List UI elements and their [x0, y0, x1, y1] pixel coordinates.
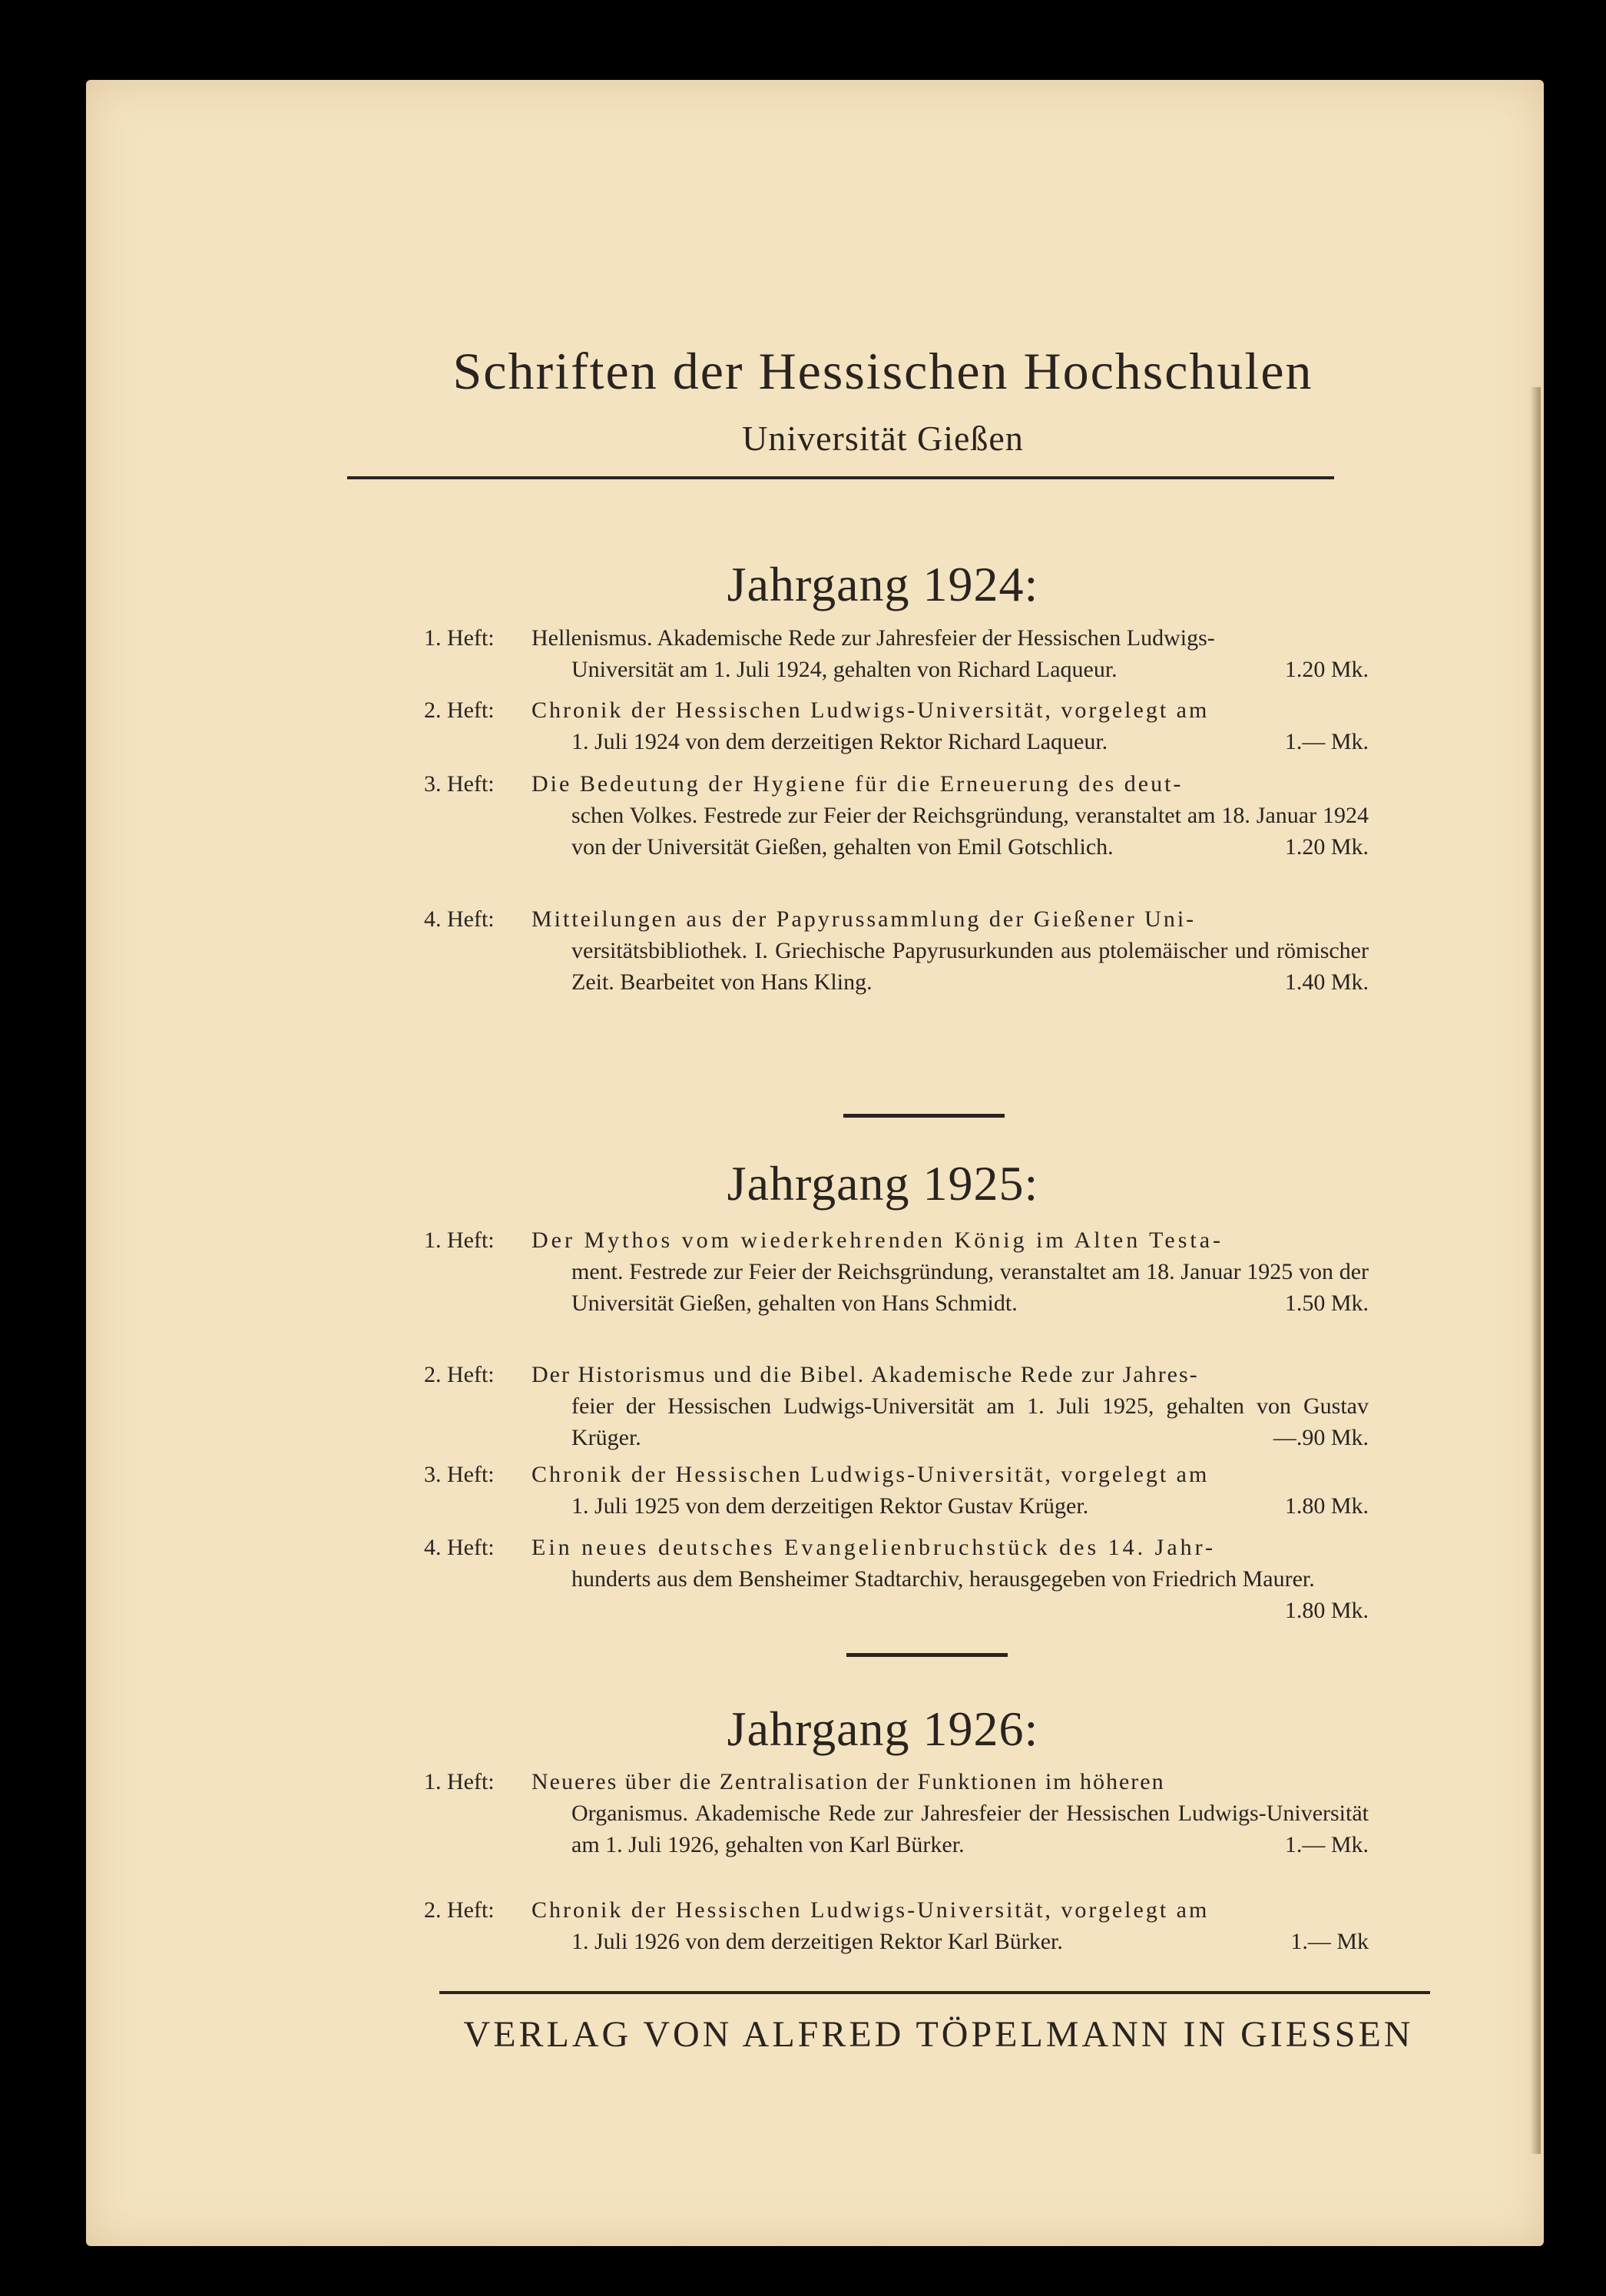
entry-number: 1. Heft:: [424, 1228, 495, 1253]
entry-1924-1: [424, 622, 1369, 685]
entry-text: feier der Hessischen Ludwigs-Universität am 1. Juli 1925, gehalten von Gustav Krüger.: [571, 1393, 1369, 1450]
header-rule: [347, 476, 1334, 479]
entry-text: Organismus. Akademische Rede zur Jahresfeier der Hessischen Ludwigs-Universität am 1. Juli 1926, gehalten von Karl Bürker.: [571, 1801, 1369, 1857]
entry-text: ment. Festrede zur Feier der Reichsgründung, veranstaltet am 18. Januar 1925 von der Universität Gießen, gehalten von Hans Schmidt.: [571, 1259, 1369, 1316]
year-heading-1926: Jahrgang 1926:: [727, 1701, 1039, 1756]
year-heading-1924: Jahrgang 1924:: [727, 557, 1039, 611]
footer-rule: [439, 1991, 1430, 1994]
entry-1925-1: [424, 1224, 1369, 1319]
entry-price: 1.20 Mk.: [1284, 834, 1369, 860]
entry-price: —.90 Mk.: [1273, 1425, 1369, 1450]
document-page: [86, 80, 1544, 2246]
entry-number: 2. Heft:: [424, 1897, 495, 1923]
university-subtitle: Universität Gießen: [742, 419, 1024, 458]
entry-1924-4: [424, 903, 1369, 998]
entry-1925-4: [424, 1532, 1369, 1626]
series-title: Schriften der Hessischen Hochschulen: [452, 342, 1313, 400]
entry-text: hunderts aus dem Bensheimer Stadtarchiv, herausgegeben von Friedrich Maurer.: [571, 1566, 1315, 1592]
entry-text: schen Volkes. Festrede zur Feier der Reichsgründung, veranstaltet am 18. Januar 1924 von der Universität Gießen, gehalten von Emil Gotschlich.: [571, 803, 1369, 860]
entry-text: 1. Juli 1926 von dem derzeitigen Rektor Karl Bürker.: [571, 1929, 1063, 1954]
entry-1924-3: [424, 768, 1369, 863]
entry-number: 3. Heft:: [424, 1462, 495, 1487]
entry-line1: Mitteilungen aus der Papyrussammlung der Gießener Uni-: [531, 906, 1197, 932]
entry-line1: Hellenismus. Akademische Rede zur Jahresfeier der Hessischen Ludwigs-: [531, 625, 1215, 651]
entry-number: 1. Heft:: [424, 1769, 495, 1794]
section-divider: [846, 1653, 1008, 1657]
entry-line1: Chronik der Hessischen Ludwigs-Universität, vorgelegt am: [531, 697, 1210, 723]
entry-1925-3: [424, 1459, 1369, 1522]
entry-1926-1: [424, 1766, 1369, 1860]
entry-text: 1. Juli 1925 von dem derzeitigen Rektor Gustav Krüger.: [571, 1493, 1089, 1519]
section-divider: [843, 1114, 1005, 1118]
entry-line1: Chronik der Hessischen Ludwigs-Universität, vorgelegt am: [531, 1462, 1210, 1487]
entry-number: 1. Heft:: [424, 625, 495, 651]
entry-line1: Ein neues deutsches Evangelienbruchstück des 14. Jahr-: [531, 1535, 1217, 1560]
entry-number: 2. Heft:: [424, 697, 495, 723]
entry-price: 1.— Mk: [1290, 1929, 1369, 1954]
entry-price: 1.40 Mk.: [1284, 969, 1369, 995]
entry-price: 1.80 Mk.: [1284, 1598, 1369, 1623]
entry-text: 1. Juli 1924 von dem derzeitigen Rektor Richard Laqueur.: [571, 729, 1108, 754]
entry-1925-2: [424, 1359, 1369, 1453]
entry-line1: Neueres über die Zentralisation der Funktionen im höheren: [531, 1769, 1165, 1794]
entry-line1: Chronik der Hessischen Ludwigs-Universität, vorgelegt am: [531, 1897, 1210, 1923]
entry-price: 1.— Mk.: [1284, 729, 1369, 754]
entry-line1: Die Bedeutung der Hygiene für die Erneuerung des deut-: [531, 771, 1184, 797]
entry-number: 4. Heft:: [424, 906, 495, 932]
entry-text: Universität am 1. Juli 1924, gehalten von Richard Laqueur.: [571, 657, 1118, 682]
entry-text: versitätsbibliothek. I. Griechische Papyrusurkunden aus ptolemäischer und römischer Zeit. Bearbeitet von Hans Kling.: [571, 938, 1369, 995]
entry-number: 3. Heft:: [424, 771, 495, 797]
year-heading-1925: Jahrgang 1925:: [727, 1156, 1039, 1211]
publisher-imprint: VERLAG VON ALFRED TÖPELMANN IN GIESSEN: [463, 2014, 1414, 2055]
entry-number: 2. Heft:: [424, 1362, 495, 1387]
entry-price: 1.— Mk.: [1284, 1832, 1369, 1857]
entry-line1: Der Historismus und die Bibel. Akademische Rede zur Jahres-: [531, 1362, 1199, 1387]
entry-price: 1.80 Mk.: [1284, 1493, 1369, 1519]
entry-price: 1.20 Mk.: [1284, 657, 1369, 682]
page-spine-shadow: [1530, 387, 1541, 2154]
entry-1926-2: [424, 1894, 1369, 1957]
entry-line1: Der Mythos vom wiederkehrenden König im Alten Testa-: [531, 1228, 1224, 1253]
entry-price: 1.50 Mk.: [1284, 1290, 1369, 1316]
entry-number: 4. Heft:: [424, 1535, 495, 1560]
entry-1924-2: [424, 694, 1369, 757]
